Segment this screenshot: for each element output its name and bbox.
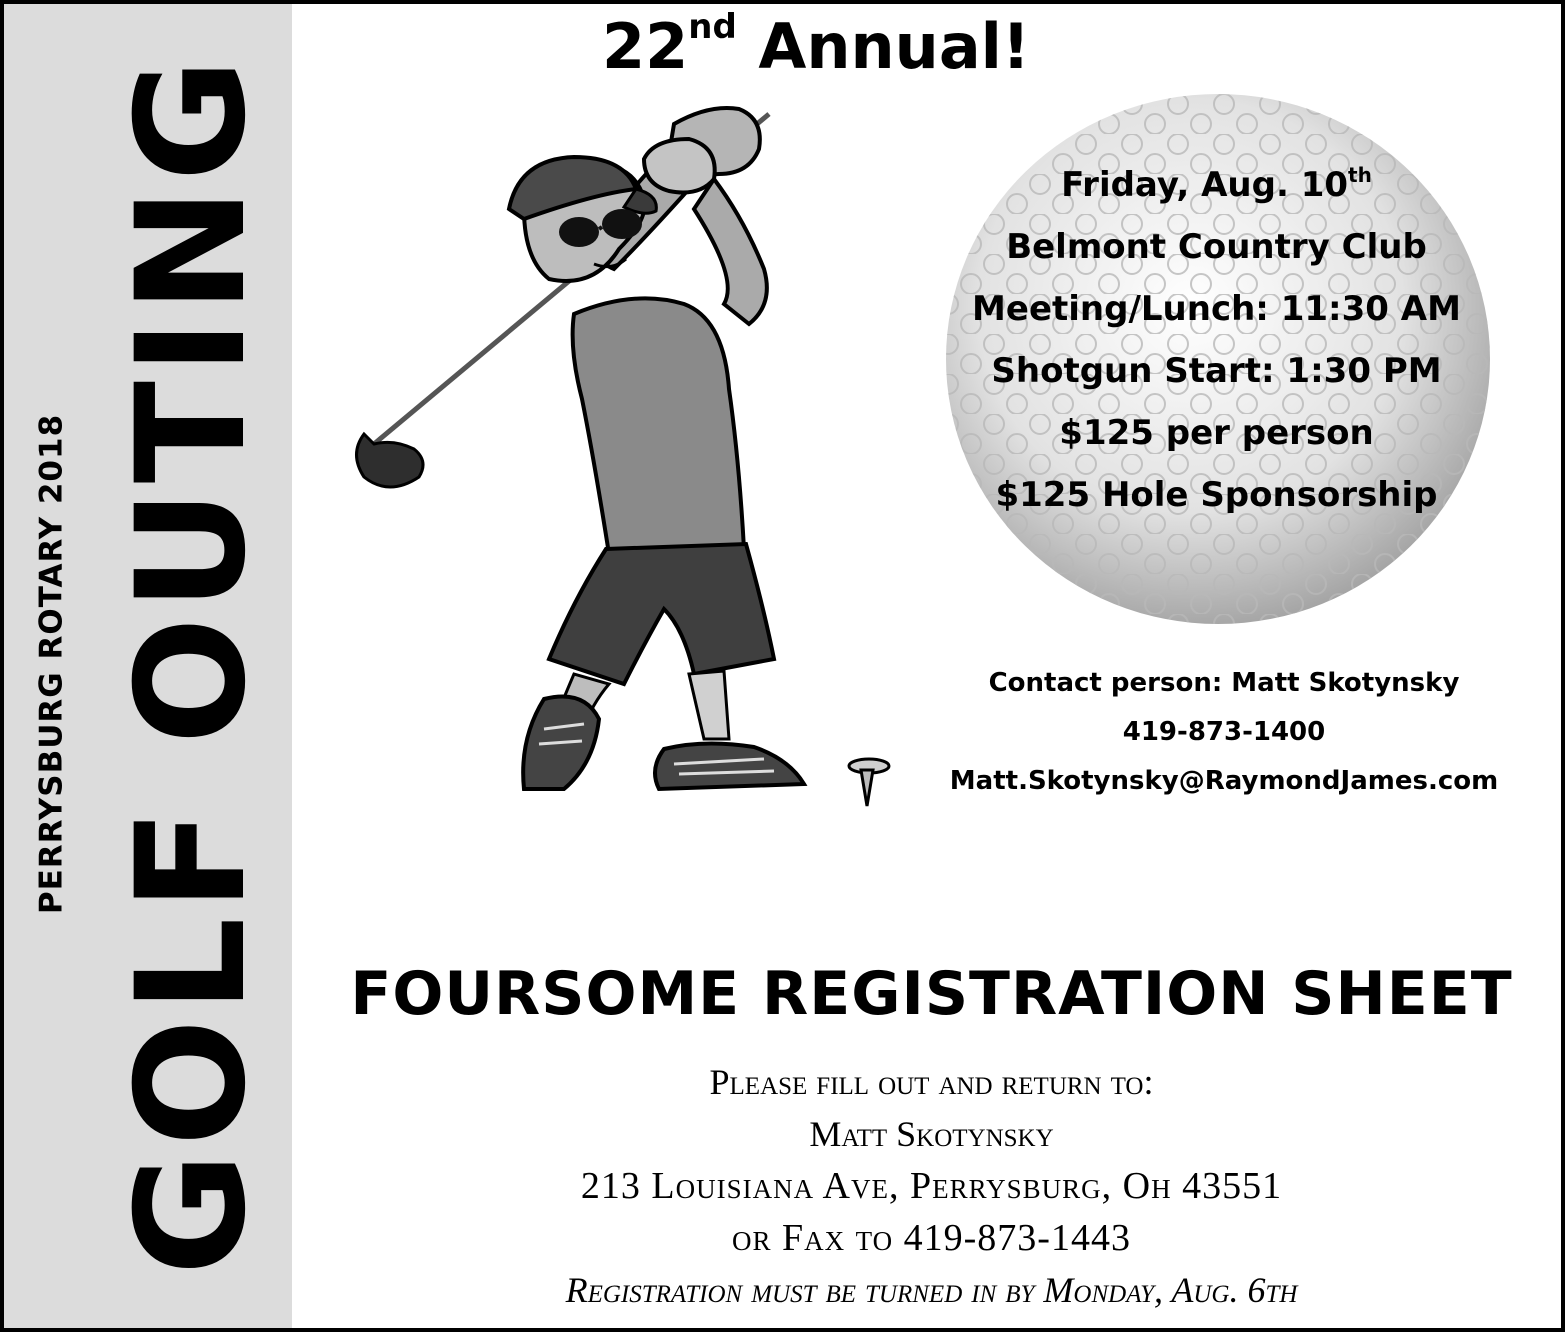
event-start-time: Shotgun Start: 1:30 PM (991, 351, 1442, 391)
return-fax: or Fax to 419-873-1443 (732, 1217, 1131, 1259)
event-date (944, 154, 1489, 216)
registration-title: FOURSOME REGISTRATION SHEET (350, 959, 1513, 1029)
event-venue: Belmont Country Club (1006, 227, 1427, 267)
organizer-label: PERRYSBURG ROTARY 2018 (33, 413, 70, 915)
registration-deadline: Registration must be turned in by Monday, Aug. 6th (565, 1270, 1298, 1310)
sidebar-banner (4, 4, 292, 1328)
contact-email[interactable]: Matt.Skotynsky@RaymondJames.com (949, 766, 1499, 796)
annual-ordinal: nd (688, 7, 737, 47)
event-date-suffix: th (1348, 163, 1372, 187)
event-title: GOLF OUTING (105, 52, 279, 1276)
event-lunch-time: Meeting/Lunch: 11:30 AM (972, 289, 1461, 329)
contact-block (934, 659, 1514, 806)
return-instruction-line: Please fill out and return to: (709, 1062, 1154, 1102)
return-address: 213 Louisiana Ave, Perrysburg, Oh 43551 (580, 1165, 1283, 1207)
event-price: $125 per person (1059, 413, 1374, 453)
event-sponsorship: $125 Hole Sponsorship (995, 475, 1438, 515)
annual-heading (602, 4, 1030, 90)
golf-tee-illustration (839, 754, 899, 814)
annual-number: 22 (602, 10, 689, 83)
return-recipient: Matt Skotynsky (809, 1114, 1054, 1154)
annual-word: Annual! (758, 10, 1031, 83)
contact-person: Contact person: Matt Skotynsky (988, 668, 1460, 698)
contact-phone[interactable]: 419-873-1400 (1122, 717, 1326, 747)
event-details (944, 154, 1489, 526)
return-instructions (334, 1056, 1529, 1316)
event-date-text: Friday, Aug. 10 (1061, 165, 1349, 205)
golfer-illustration (344, 99, 904, 819)
